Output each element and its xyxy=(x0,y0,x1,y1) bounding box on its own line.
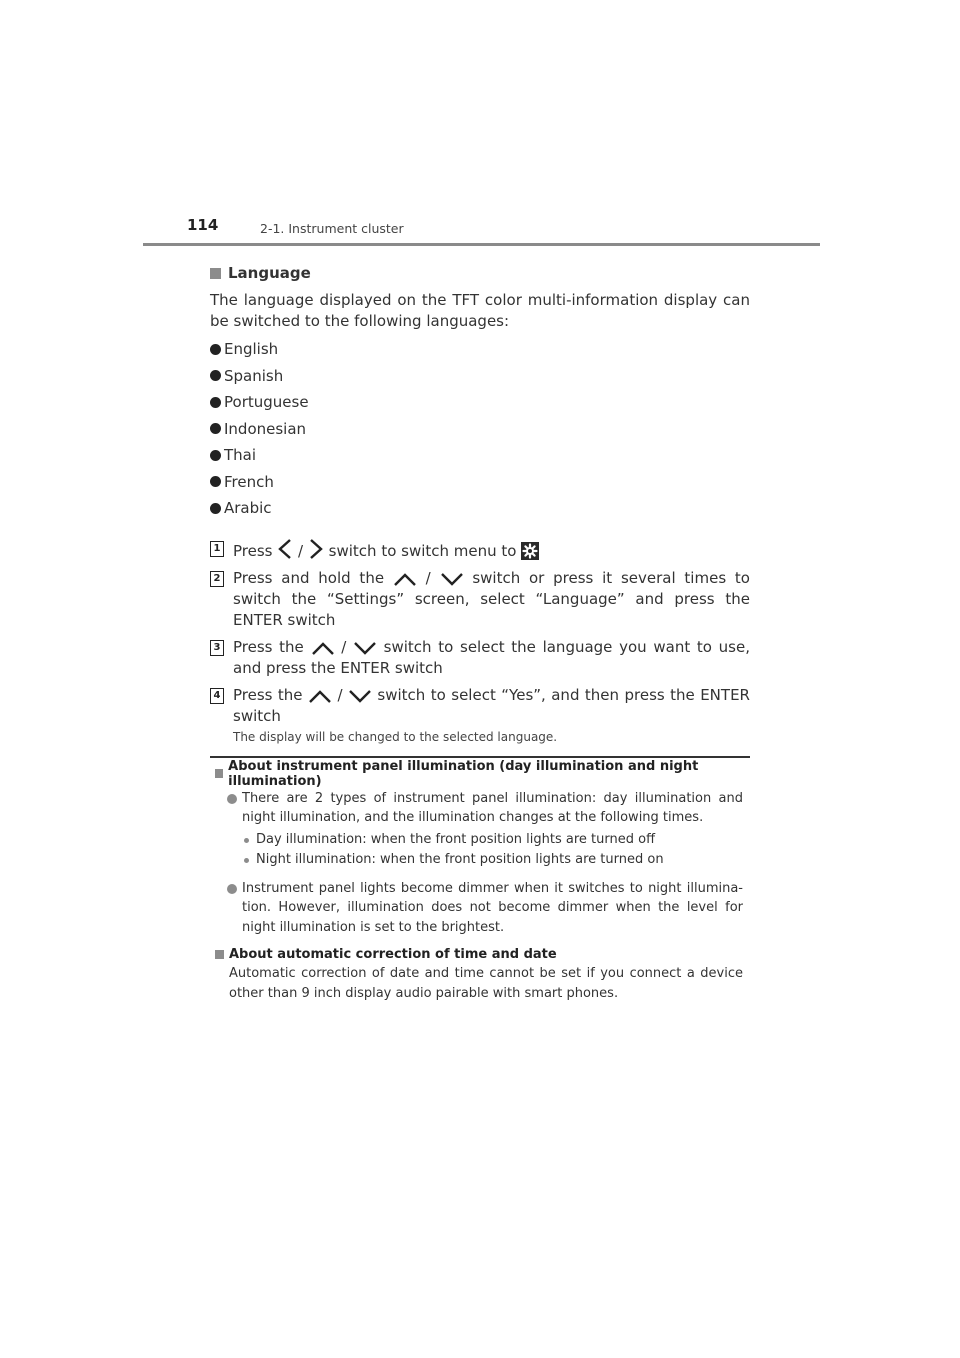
correction-title: About automatic correction of time and date xyxy=(229,946,557,962)
illumination-sub-1 xyxy=(215,830,743,850)
gear-icon xyxy=(521,542,539,560)
bullet-icon xyxy=(210,397,221,408)
step-separator: / xyxy=(337,685,343,704)
step-separator: / xyxy=(425,568,431,587)
list-item xyxy=(210,495,750,522)
header-rule xyxy=(143,243,820,246)
list-item-label: Portuguese xyxy=(224,393,309,412)
list-item-label: Indonesian xyxy=(224,419,307,438)
bullet-text: Instrument panel lights become dimmer when it switches to night illumina-tion. However, illumination does not become dimmer when the level for night illumination is set to the brightest. xyxy=(242,880,743,935)
illumination-bullet-1 xyxy=(215,789,743,828)
step-text-a: Press the xyxy=(233,685,303,704)
step-1 xyxy=(210,538,750,562)
list-item xyxy=(210,389,750,416)
bullet-icon xyxy=(210,423,221,434)
list-item xyxy=(210,442,750,469)
chevron-down-icon xyxy=(440,571,464,587)
list-item xyxy=(210,469,750,496)
bullet-icon xyxy=(210,370,221,381)
step-text-b: switch to select “Yes”, and then press the ENTER switch xyxy=(233,685,750,725)
chevron-right-icon xyxy=(308,538,324,560)
bullet-text: There are 2 types of instrument panel illumination: day illumination and night illumination, and the illumination changes at the following times. xyxy=(242,790,743,825)
list-item-label: English xyxy=(224,340,279,359)
correction-text: Automatic correction of date and time cannot be set if you connect a device other than 9 inch display audio pairable with smart phones. xyxy=(229,966,743,1001)
chevron-down-icon xyxy=(348,688,372,704)
step-text-a: Press the xyxy=(233,637,304,656)
list-item-label: French xyxy=(224,472,274,491)
section-title: 2-1. Instrument cluster xyxy=(260,221,404,236)
step-text-a: Press xyxy=(233,541,273,560)
list-item-label: Thai xyxy=(224,446,257,465)
step-separator: / xyxy=(298,541,304,560)
steps xyxy=(210,538,750,744)
step-text-a: Press and hold the xyxy=(233,568,385,587)
list-item-label: Spanish xyxy=(224,366,284,385)
step-number: 1 xyxy=(210,541,224,557)
bullet-icon xyxy=(210,503,221,514)
language-intro: The language displayed on the TFT color multi-information display can be switched to the following languages: xyxy=(210,291,750,330)
sub-bullet-icon xyxy=(244,838,249,843)
list-item xyxy=(210,363,750,390)
chevron-up-icon xyxy=(311,640,335,656)
bullet-icon xyxy=(227,884,237,894)
illumination-sub-2 xyxy=(215,850,743,870)
sub-bullet-icon xyxy=(244,858,249,863)
bullet-icon xyxy=(210,476,221,487)
notes-divider xyxy=(210,756,750,758)
step-number: 4 xyxy=(210,688,224,704)
list-item xyxy=(210,336,750,363)
content xyxy=(210,262,750,1003)
step-text-b: switch or press it several times to switch the “Settings” screen, select “Language” and press the ENTER switch xyxy=(233,568,750,629)
sub-text: Night illumination: when the front position lights are turned on xyxy=(256,851,664,867)
bullet-icon xyxy=(210,344,221,355)
language-title: Language xyxy=(228,264,311,282)
bullet-icon xyxy=(210,450,221,461)
correction-heading xyxy=(215,944,743,964)
step-number: 2 xyxy=(210,571,224,587)
illumination-bullet-2 xyxy=(215,879,743,938)
step-3 xyxy=(210,637,750,679)
step-4 xyxy=(210,685,750,727)
chevron-left-icon xyxy=(277,538,293,560)
chevron-up-icon xyxy=(393,571,417,587)
step-number: 3 xyxy=(210,640,224,656)
sub-text: Day illumination: when the front position lights are turned off xyxy=(256,831,656,847)
step-separator: / xyxy=(341,637,347,656)
illumination-heading xyxy=(215,758,743,789)
square-bullet-icon xyxy=(215,769,223,778)
notes xyxy=(210,758,743,1004)
list-item-label: Arabic xyxy=(224,499,272,518)
square-bullet-icon xyxy=(210,268,221,279)
bullet-icon xyxy=(227,794,237,804)
step-2 xyxy=(210,568,750,631)
page-number: 114 xyxy=(187,216,219,234)
illumination-title: About instrument panel illumination (day illumination and night illumination) xyxy=(228,758,699,789)
chevron-down-icon xyxy=(353,640,377,656)
step-text-b: switch to switch menu to xyxy=(328,541,517,560)
list-item xyxy=(210,416,750,443)
chevron-up-icon xyxy=(308,688,332,704)
step-note: The display will be changed to the selected language. xyxy=(233,729,558,744)
square-bullet-icon xyxy=(215,950,224,959)
step-text-b: switch to select the language you want to use, and press the ENTER switch xyxy=(233,637,750,677)
language-list xyxy=(210,336,750,522)
language-heading xyxy=(210,262,750,284)
